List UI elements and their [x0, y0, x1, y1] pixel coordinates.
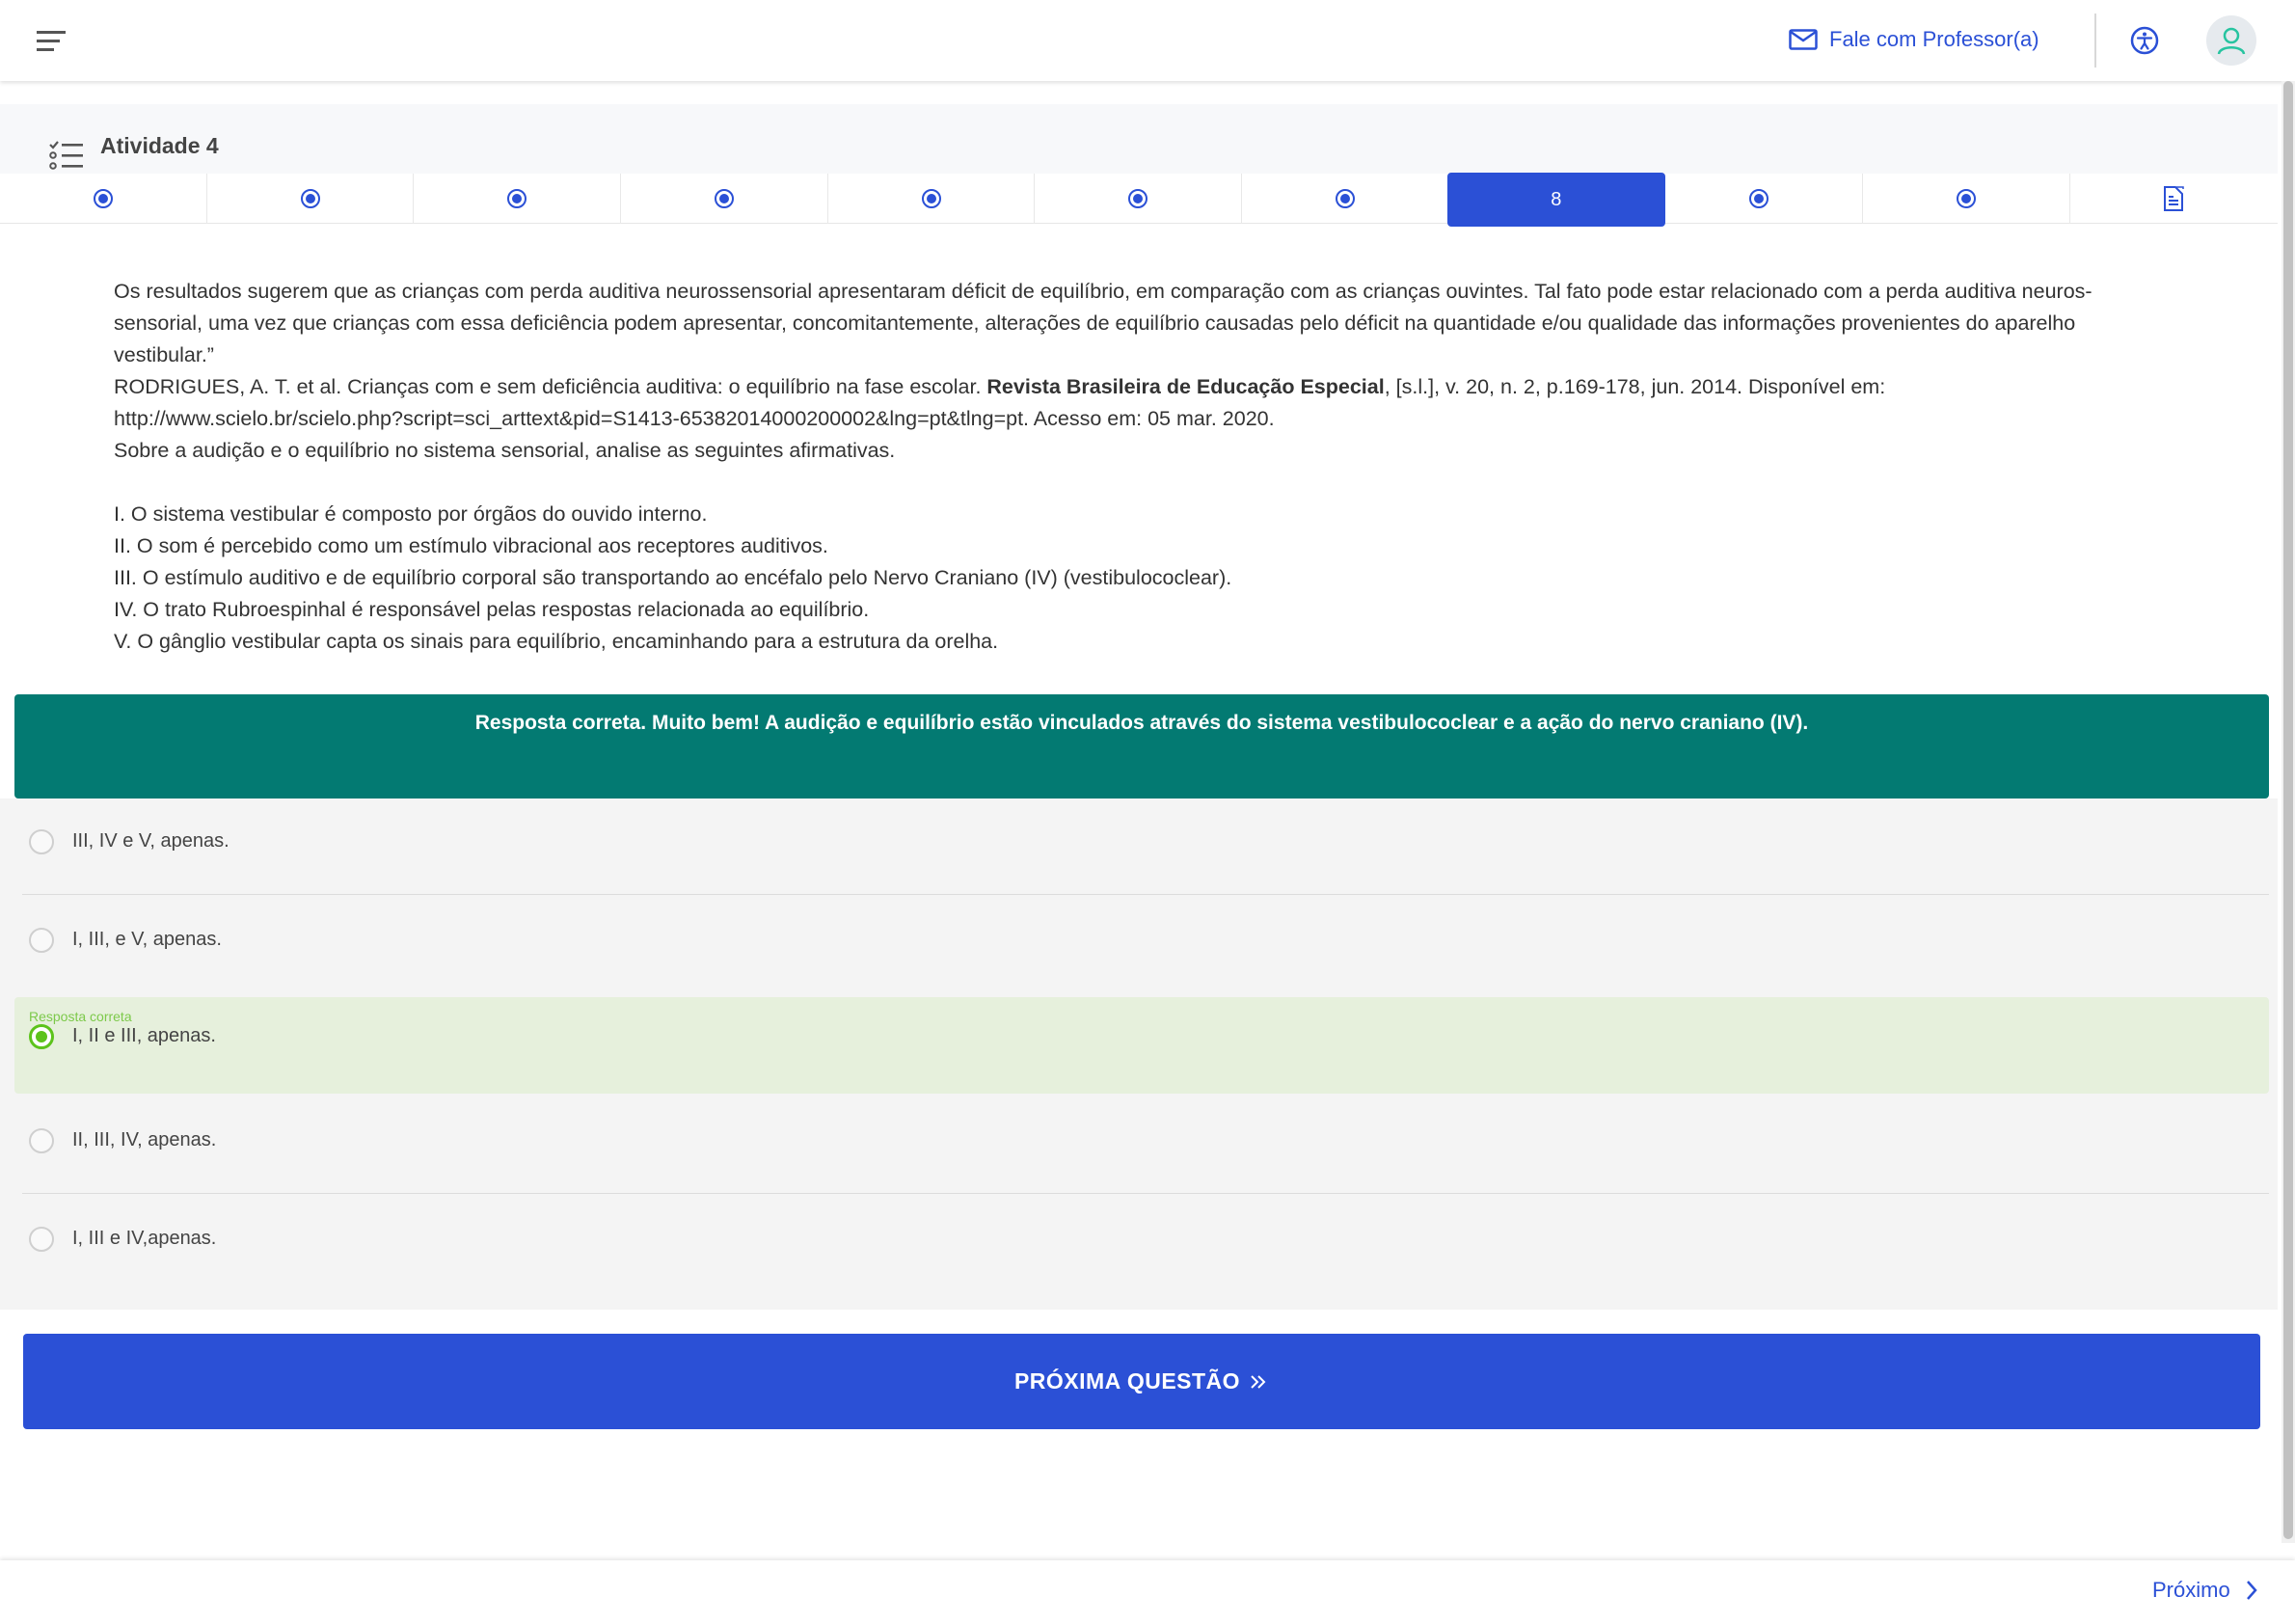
accessibility-icon[interactable] — [2129, 25, 2160, 56]
answer-option-label: I, III, e V, apenas. — [72, 929, 222, 950]
answer-option-3-correct[interactable] — [14, 997, 2269, 1094]
footer-next-link[interactable] — [2152, 1578, 2259, 1603]
radio-unselected-icon[interactable] — [29, 928, 54, 953]
correct-answer-tag: Resposta correta — [29, 1009, 132, 1024]
question-prompt: Sobre a audição e o equilíbrio no sistema sensorial, analise as seguintes afirmativas. — [114, 439, 896, 462]
document-edit-icon — [2162, 185, 2185, 212]
question-citation: RODRIGUES, A. T. et al. Crianças com e sem deficiência auditiva: o equilíbrio na fase escolar. Revista Brasileira de Educação Especial, [s.l.], v. 20, n. 2, p.169-178, jun. 2014. Disponível em: http://www.scielo.br/scielo.php?script=sci_arttext&pid=S1413-65382014000200002&lng=pt&tlng=pt. Acesso em: 05 mar. 2020. — [114, 375, 1886, 430]
question-nav-item-4[interactable] — [621, 174, 828, 224]
citation-journal: Revista Brasileira de Educação Especial — [986, 375, 1385, 398]
answered-dot-icon — [1749, 189, 1768, 208]
radio-unselected-icon[interactable] — [29, 1128, 54, 1153]
statement-5: V. O gânglio vestibular capta os sinais para equilíbrio, encaminhando para a estrutura da orelha. — [114, 630, 999, 653]
question-text — [114, 276, 2148, 658]
user-avatar-icon — [2215, 24, 2248, 57]
statement-4: IV. O trato Rubroespinhal é responsável pelas respostas relacionada ao equilíbrio. — [114, 598, 870, 621]
next-question-label: PRÓXIMA QUESTÃO — [1013, 1368, 1241, 1394]
double-chevron-right-icon — [1248, 1372, 1269, 1392]
option-divider — [22, 894, 2269, 895]
user-avatar[interactable] — [2206, 15, 2256, 66]
answered-dot-icon — [94, 189, 113, 208]
answer-option-label: II, III, IV, apenas. — [72, 1129, 217, 1150]
statement-3: III. O estímulo auditivo e de equilíbrio corporal são transportando ao encéfalo pelo Nervo Craniano (IV) (vestibulococlear). — [114, 566, 1232, 589]
chevron-right-icon — [2244, 1579, 2259, 1602]
question-nav-item-6[interactable] — [1035, 174, 1242, 224]
answered-dot-icon — [922, 189, 941, 208]
statement-1: I. O sistema vestibular é composto por órgãos do ouvido interno. — [114, 502, 708, 526]
answered-dot-icon — [507, 189, 526, 208]
answer-option-1[interactable] — [14, 798, 2269, 895]
radio-unselected-icon[interactable] — [29, 1227, 54, 1252]
question-nav-item-3[interactable] — [414, 174, 621, 224]
mail-icon — [1789, 29, 1818, 50]
contact-professor-label: Fale com Professor(a) — [1829, 27, 2039, 51]
answer-option-4[interactable] — [14, 1097, 2269, 1194]
radio-unselected-icon[interactable] — [29, 829, 54, 854]
answer-option-2[interactable] — [14, 897, 2269, 993]
checklist-icon — [48, 139, 85, 172]
statement-2: II. O som é percebido como um estímulo vibracional aos receptores auditivos. — [114, 534, 828, 557]
feedback-text: Resposta correta. Muito bem! A audição e equilíbrio estão vinculados através do sistema vestibulococlear e a ação do nervo craniano (IV). — [474, 712, 1809, 734]
answer-options — [0, 798, 2278, 1310]
question-nav-item-5[interactable] — [828, 174, 1036, 224]
answer-option-label: III, IV e V, apenas. — [72, 830, 230, 852]
question-nav-item-9[interactable] — [1657, 174, 1864, 224]
answered-dot-icon — [1128, 189, 1148, 208]
current-question-number: 8 — [1447, 173, 1665, 227]
question-nav-summary[interactable] — [2070, 174, 2278, 224]
activity-header — [0, 104, 2278, 181]
question-navigation — [0, 174, 2278, 224]
footer-next-label: Próximo — [2152, 1578, 2230, 1602]
feedback-banner — [14, 694, 2269, 798]
answered-dot-icon — [1957, 189, 1976, 208]
header-divider — [2094, 14, 2096, 68]
footer-bar — [0, 1560, 2295, 1624]
question-nav-item-2[interactable] — [207, 174, 415, 224]
question-nav-item-10[interactable] — [1863, 174, 2070, 224]
answer-option-label: I, III e IV,apenas. — [72, 1228, 217, 1249]
activity-title: Atividade 4 — [100, 133, 219, 158]
question-paragraph: Os resultados sugerem que as crianças com perda auditiva neurossensorial apresentaram déficit de equilíbrio, em comparação com as crianças ouvintes. Tal fato pode estar relacionado com a perda auditiva neuros-sensorial, uma vez que crianças com essa deficiência podem apresentar, concomitantemente, alterações de equilíbrio causadas pelo déficit na quantidade e/ou qualidade das informações provenientes do aparelho vestibular.” — [114, 280, 2092, 366]
contact-professor-link[interactable] — [1789, 23, 2039, 56]
radio-selected-icon[interactable] — [29, 1024, 54, 1049]
next-question-button[interactable] — [23, 1334, 2260, 1429]
answered-dot-icon — [715, 189, 734, 208]
answered-dot-icon — [1336, 189, 1355, 208]
question-nav-item-current[interactable] — [1449, 174, 1657, 224]
question-nav-item-7[interactable] — [1242, 174, 1449, 224]
answer-option-label: I, II e III, apenas. — [72, 1025, 216, 1046]
answered-dot-icon — [301, 189, 320, 208]
page-scrollbar-thumb[interactable] — [2283, 81, 2293, 1539]
hamburger-menu-icon[interactable] — [35, 27, 68, 54]
top-header — [0, 0, 2295, 81]
question-nav-item-1[interactable] — [0, 174, 207, 224]
answer-option-5[interactable] — [14, 1196, 2269, 1292]
option-divider — [22, 1193, 2269, 1194]
